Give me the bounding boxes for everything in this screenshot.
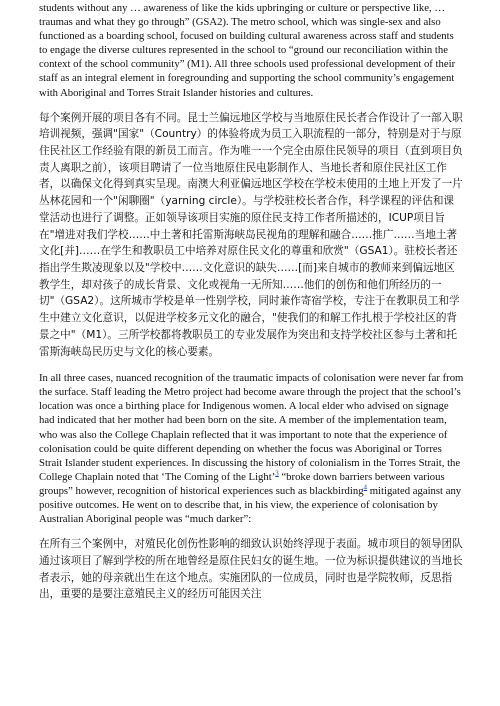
paragraph-text: In all three cases, nuanced recognition of the traumatic impacts of colonisation were never far from the surface. Staff leading the Metro project had become aware through the project that the school’s location was once a birthing place for Indigenous women. A local elder who advised on signage had indicated that her mother had been born on the site. A member of the implementation team, who was also the College Chaplain reflected that it was important to note that the experience of colonisation could be quite different depending on whether the focus was Aboriginal or Torres Strait Islander student experiences. In discussing the history of colonialism in the Torres Strait, the College Chaplain noted that ‘The Coming of the Light’ <box>39 372 464 483</box>
chinese-paragraph-colonisation-impacts: 在所有三个案例中，对殖民化创伤性影响的细致认识始终浮现于表面。城市项目的领导团队通过该项目了解到学校的所在地曾经是原住民妇女的诞生地。一位为标识提供建议的当地长者表示，她的母亲就出生在这个地点。实施团队的一位成员，同时也是学院牧师，反思指出，重要的是要注意殖民主义的经历可能因关注 <box>39 538 463 601</box>
paragraph-text: mitigated against any positive outcomes. He went on to describe that, in his view, the experience of colonisation by Australian Aboriginal people was “much darker”: <box>39 484 462 526</box>
footnote-link-4[interactable]: 4 <box>363 483 368 492</box>
footnote-link-3[interactable]: 3 <box>275 469 279 478</box>
paragraph-text: “broke down barriers between various groups” however, recognition of historical experiences such as blackbirding <box>39 470 445 497</box>
english-paragraph-colonisation-impacts <box>39 371 464 526</box>
chinese-paragraph-case-projects: 每个案例开展的项目各有不同。昆士兰偏远地区学校与当地原住民长者合作设计了一部入职培训视频，强调"国家"（Country）的体验将成为员工入职流程的一部分，特别是对于与原住民社区工作经验有限的新员工而言。作为唯一一个完全由原住民领导的项目（直到项目负责人离职之前），该项目聘请了一位当地原住民电影制作人、当地长者和原住民社区工作者，以确保文化得到真实呈现。南澳大利亚偏远地区学校在学校未使用的土地上开发了一片丛林花园和一个"闲聊圈"（yarning circle）。与学校驻校长者合作，科学课程的评估和课堂活动也进行了调整。正如领导该项目实施的原住民支持工作者所描述的，ICUP项目旨在"增进对我们学校……中土著和托雷斯海峡岛民视角的理解和融合……推广……当地土著文化[并]……在学生和教职员工中培养对原住民文化的尊重和欣赏"（GSA1）。驻校长者还指出学生欺凌现象以及"学校中……文化意识的缺失……[而]来自城市的教师来到偏远地区教学生，却对孩子的成长背景、文化或视角一无所知……他们的创伤和他们所经历的一切"（GSA2）。这所城市学校是单一性别学校，同时兼作寄宿学校，专注于在教职员工和学生中建立文化意识，以促进学校多元文化的融合，"使我们的和解工作扎根于学校社区的背景之中"（M1）。三所学校都将教职员工的专业发展作为突出和支持学校社区参与土著和托雷斯海峡岛民历史与文化的核心要素。 <box>39 111 463 358</box>
english-paragraph-school-professional-development: students without any … awareness of like the kids upbringing or culture or perspective like, … traumas and what they go through” (GSA2). The metro school, which was single-sex and also functioned as a boarding school, focused on building cultural awareness across staff and students to engage the diverse cultures represented in the school to “ground our reconciliation within the context of the school community” (M1). All three schools used professional development of their staff as an integral element in foregrounding and supporting the school community’s engagement with Aboriginal and Torres Strait Islander histories and cultures. <box>39 2 456 99</box>
